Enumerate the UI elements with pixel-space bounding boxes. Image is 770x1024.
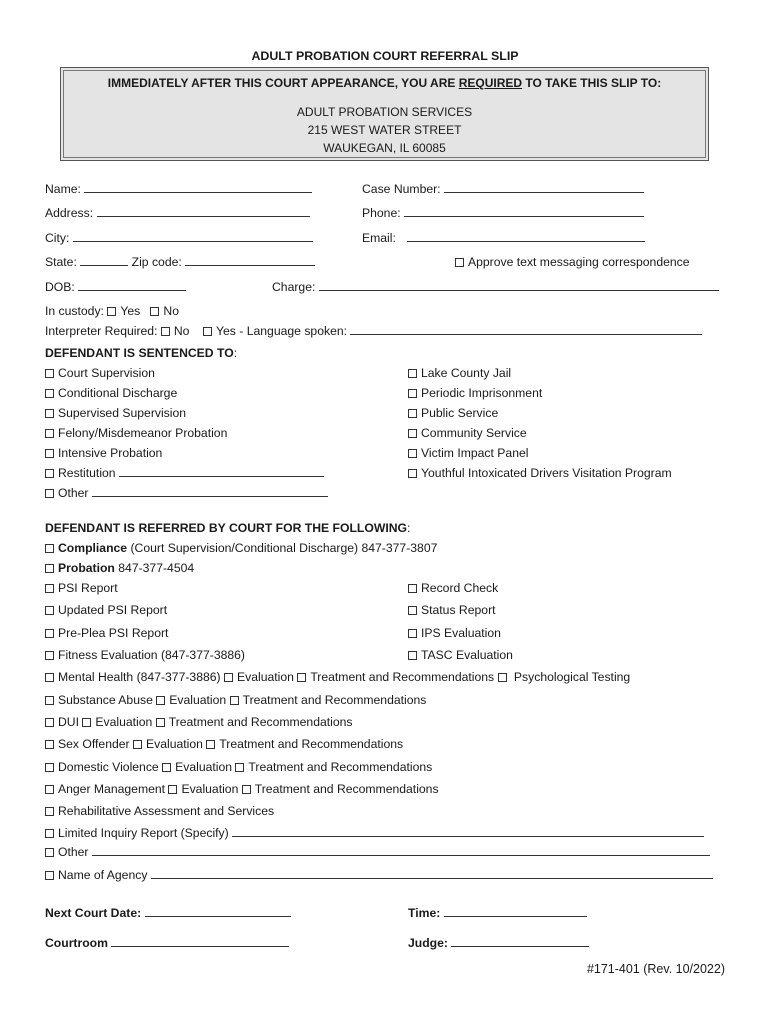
time-label: Time:	[408, 906, 441, 920]
checkbox-icon[interactable]	[45, 871, 54, 880]
mental-health-psych-testing[interactable]: Psychological Testing	[498, 670, 631, 684]
checkbox-icon[interactable]	[45, 389, 54, 398]
address-field[interactable]	[45, 206, 310, 220]
refer-substance-abuse[interactable]: Substance Abuse	[45, 693, 153, 707]
refer-probation[interactable]: Probation 847-377-4504	[45, 561, 194, 575]
checkbox-icon[interactable]	[133, 740, 142, 749]
checkbox-icon[interactable]	[45, 489, 54, 498]
name-blank[interactable]	[84, 182, 312, 193]
checkbox-icon[interactable]	[45, 606, 54, 615]
notice-city: WAUKEGAN, IL 60085	[323, 141, 446, 155]
refer-domestic-row	[45, 760, 432, 774]
limited-inquiry-blank[interactable]	[232, 826, 704, 837]
notice-instruction: IMMEDIATELY AFTER THIS COURT APPEARANCE, YOU ARE REQUIRED TO TAKE THIS SLIP TO:	[107, 76, 662, 90]
email-field[interactable]	[362, 231, 645, 245]
refer-updated-psi[interactable]: Updated PSI Report	[45, 603, 167, 617]
checkbox-icon[interactable]	[408, 651, 417, 660]
refer-dui[interactable]: DUI	[45, 715, 79, 729]
checkbox-icon[interactable]	[206, 740, 215, 749]
refer-psi-report[interactable]: PSI Report	[45, 581, 118, 595]
checkbox-icon[interactable]	[408, 449, 417, 458]
checkbox-icon[interactable]	[45, 673, 54, 682]
domestic-evaluation[interactable]: Evaluation	[162, 760, 232, 774]
time-blank[interactable]	[444, 906, 587, 917]
sex-offender-evaluation[interactable]: Evaluation	[133, 737, 203, 751]
required-emphasis: REQUIRED	[458, 76, 523, 90]
dob-blank[interactable]	[78, 280, 186, 291]
name-field[interactable]	[45, 182, 312, 196]
next-court-label: Next Court Date:	[45, 906, 142, 920]
judge-field[interactable]	[408, 936, 589, 950]
checkbox-icon[interactable]	[408, 429, 417, 438]
checkbox-icon[interactable]	[45, 651, 54, 660]
language-blank[interactable]	[350, 324, 702, 335]
email-blank[interactable]	[407, 231, 645, 242]
in-custody-label: In custody:	[45, 304, 104, 318]
sentence-public-service[interactable]: Public Service	[408, 406, 498, 420]
refer-tasc-evaluation[interactable]: TASC Evaluation	[408, 648, 513, 662]
zip-blank[interactable]	[185, 255, 315, 266]
checkbox-icon[interactable]	[45, 369, 54, 378]
substance-treatment[interactable]: Treatment and Recommendations	[230, 693, 427, 707]
refer-rehab[interactable]: Rehabilitative Assessment and Services	[45, 804, 274, 818]
refer-sex-offender[interactable]: Sex Offender	[45, 737, 130, 751]
checkbox-icon[interactable]	[45, 544, 54, 553]
checkbox-icon[interactable]	[224, 673, 233, 682]
refer-anger-row	[45, 782, 439, 796]
checkbox-icon[interactable]	[161, 327, 170, 336]
checkbox-icon[interactable]	[45, 718, 54, 727]
judge-blank[interactable]	[451, 936, 589, 947]
city-label: City:	[45, 231, 70, 245]
notice-box	[60, 67, 709, 161]
refer-ips-evaluation[interactable]: IPS Evaluation	[408, 626, 501, 640]
referred-heading: DEFENDANT IS REFERRED BY COURT FOR THE FOLLOWING:	[45, 521, 411, 535]
sentence-restitution[interactable]: Restitution	[45, 466, 324, 480]
interpreter-row	[45, 324, 702, 338]
sentence-felony-probation[interactable]: Felony/Misdemeanor Probation	[45, 426, 227, 440]
notice-org: ADULT PROBATION SERVICES	[296, 105, 473, 119]
domestic-treatment[interactable]: Treatment and Recommendations	[235, 760, 432, 774]
mental-health-evaluation[interactable]: Evaluation	[224, 670, 294, 684]
checkbox-icon[interactable]	[408, 629, 417, 638]
agency-blank[interactable]	[151, 868, 713, 879]
checkbox-icon[interactable]	[45, 696, 54, 705]
sentence-other-blank[interactable]	[92, 486, 328, 497]
state-field[interactable]	[45, 255, 315, 269]
refer-substance-row	[45, 693, 426, 707]
checkbox-icon[interactable]	[408, 409, 417, 418]
substance-evaluation[interactable]: Evaluation	[156, 693, 226, 707]
next-court-date-field[interactable]	[45, 906, 291, 920]
judge-label: Judge:	[408, 936, 448, 950]
refer-pre-plea-psi[interactable]: Pre-Plea PSI Report	[45, 626, 168, 640]
anger-evaluation[interactable]: Evaluation	[168, 782, 238, 796]
refer-dui-row	[45, 715, 353, 729]
address-blank[interactable]	[97, 206, 310, 217]
checkbox-icon[interactable]	[45, 848, 54, 857]
checkbox-icon[interactable]	[45, 763, 54, 772]
sentence-conditional-discharge[interactable]: Conditional Discharge	[45, 386, 177, 400]
sentence-community-service[interactable]: Community Service	[408, 426, 527, 440]
address-label: Address:	[45, 206, 94, 220]
checkbox-icon[interactable]	[168, 785, 177, 794]
checkbox-icon[interactable]	[235, 763, 244, 772]
sentence-lake-county-jail[interactable]: Lake County Jail	[408, 366, 511, 380]
form-number: #171-401 (Rev. 10/2022)	[586, 962, 725, 976]
sentence-intensive-probation[interactable]: Intensive Probation	[45, 446, 162, 460]
sex-offender-treatment[interactable]: Treatment and Recommendations	[206, 737, 403, 751]
anger-treatment[interactable]: Treatment and Recommendations	[242, 782, 439, 796]
checkbox-icon[interactable]	[162, 763, 171, 772]
dui-treatment[interactable]: Treatment and Recommendations	[156, 715, 353, 729]
charge-label: Charge:	[272, 280, 316, 294]
checkbox-icon[interactable]	[408, 389, 417, 398]
checkbox-icon[interactable]	[45, 629, 54, 638]
dob-field[interactable]	[45, 280, 186, 294]
sentence-court-supervision[interactable]: Court Supervision	[45, 366, 155, 380]
next-court-blank[interactable]	[145, 906, 291, 917]
mental-health-treatment[interactable]: Treatment and Recommendations	[297, 670, 494, 684]
interpreter-no[interactable]: No	[161, 324, 190, 338]
sentence-other[interactable]: Other	[45, 486, 328, 500]
refer-other-blank[interactable]	[92, 845, 710, 856]
interpreter-yes[interactable]: Yes - Language spoken:	[203, 324, 347, 338]
checkbox-icon[interactable]	[45, 785, 54, 794]
refer-sex-offender-row	[45, 737, 403, 751]
checkbox-icon[interactable]	[45, 564, 54, 573]
sentence-victim-impact-panel[interactable]: Victim Impact Panel	[408, 446, 528, 460]
refer-limited-inquiry[interactable]: Limited Inquiry Report (Specify)	[45, 826, 704, 840]
checkbox-icon[interactable]	[45, 469, 54, 478]
refer-mental-health[interactable]: Mental Health (847-377-3886)	[45, 670, 221, 684]
checkbox-icon[interactable]	[150, 307, 159, 316]
refer-other[interactable]: Other	[45, 845, 710, 859]
phone-label: Phone:	[362, 206, 401, 220]
checkbox-icon[interactable]	[498, 673, 507, 682]
checkbox-icon[interactable]	[242, 785, 251, 794]
courtroom-field[interactable]	[45, 936, 289, 950]
checkbox-icon[interactable]	[82, 718, 91, 727]
checkbox-icon[interactable]	[408, 606, 417, 615]
courtroom-label: Courtroom	[45, 936, 108, 950]
case-number-label: Case Number:	[362, 182, 441, 196]
time-field[interactable]	[408, 906, 587, 920]
checkbox-icon[interactable]	[45, 829, 54, 838]
sentenced-heading: DEFENDANT IS SENTENCED TO:	[45, 346, 238, 360]
checkbox-icon[interactable]	[45, 584, 54, 593]
checkbox-icon[interactable]	[408, 369, 417, 378]
refer-mental-health-row	[45, 670, 630, 684]
checkbox-icon[interactable]	[45, 740, 54, 749]
refer-record-check[interactable]: Record Check	[408, 581, 498, 595]
checkbox-icon[interactable]	[297, 673, 306, 682]
name-of-agency[interactable]: Name of Agency	[45, 868, 713, 882]
email-label: Email:	[362, 231, 396, 245]
checkbox-icon[interactable]	[455, 258, 464, 267]
zip-label: Zip code:	[131, 255, 182, 269]
courtroom-blank[interactable]	[111, 936, 289, 947]
case-number-blank[interactable]	[444, 182, 644, 193]
checkbox-icon[interactable]	[156, 718, 165, 727]
notice-street: 215 WEST WATER STREET	[307, 123, 462, 137]
refer-compliance[interactable]: Compliance (Court Supervision/Conditional Discharge) 847-377-3807	[45, 541, 437, 555]
sentence-supervised-supervision[interactable]: Supervised Supervision	[45, 406, 186, 420]
phone-blank[interactable]	[404, 206, 644, 217]
checkbox-icon[interactable]	[45, 449, 54, 458]
approve-text-checkbox[interactable]: Approve text messaging correspondence	[455, 255, 690, 269]
checkbox-icon[interactable]	[203, 327, 212, 336]
form-title: ADULT PROBATION COURT REFERRAL SLIP	[251, 49, 519, 63]
state-blank[interactable]	[80, 255, 128, 266]
charge-field[interactable]	[272, 280, 719, 294]
in-custody-yes[interactable]: Yes	[107, 304, 140, 318]
in-custody-row	[45, 304, 179, 318]
phone-field[interactable]	[362, 206, 644, 220]
checkbox-icon[interactable]	[45, 807, 54, 816]
dui-evaluation[interactable]: Evaluation	[82, 715, 152, 729]
refer-anger-management[interactable]: Anger Management	[45, 782, 165, 796]
dob-label: DOB:	[45, 280, 75, 294]
checkbox-icon[interactable]	[45, 409, 54, 418]
name-label: Name:	[45, 182, 81, 196]
refer-status-report[interactable]: Status Report	[408, 603, 496, 617]
checkbox-icon[interactable]	[45, 429, 54, 438]
checkbox-icon[interactable]	[408, 469, 417, 478]
sentence-periodic-imprisonment[interactable]: Periodic Imprisonment	[408, 386, 542, 400]
sentence-youthful-drivers[interactable]: Youthful Intoxicated Drivers Visitation Program	[408, 466, 672, 480]
checkbox-icon[interactable]	[408, 584, 417, 593]
state-label: State:	[45, 255, 77, 269]
case-number-field[interactable]	[362, 182, 644, 196]
checkbox-icon[interactable]	[107, 307, 116, 316]
charge-blank[interactable]	[319, 280, 719, 291]
refer-fitness-evaluation[interactable]: Fitness Evaluation (847-377-3886)	[45, 648, 245, 662]
checkbox-icon[interactable]	[156, 696, 165, 705]
in-custody-no[interactable]: No	[150, 304, 179, 318]
checkbox-icon[interactable]	[230, 696, 239, 705]
city-blank[interactable]	[73, 231, 313, 242]
city-field[interactable]	[45, 231, 313, 245]
refer-domestic-violence[interactable]: Domestic Violence	[45, 760, 159, 774]
restitution-blank[interactable]	[119, 466, 324, 477]
interpreter-label: Interpreter Required:	[45, 324, 158, 338]
